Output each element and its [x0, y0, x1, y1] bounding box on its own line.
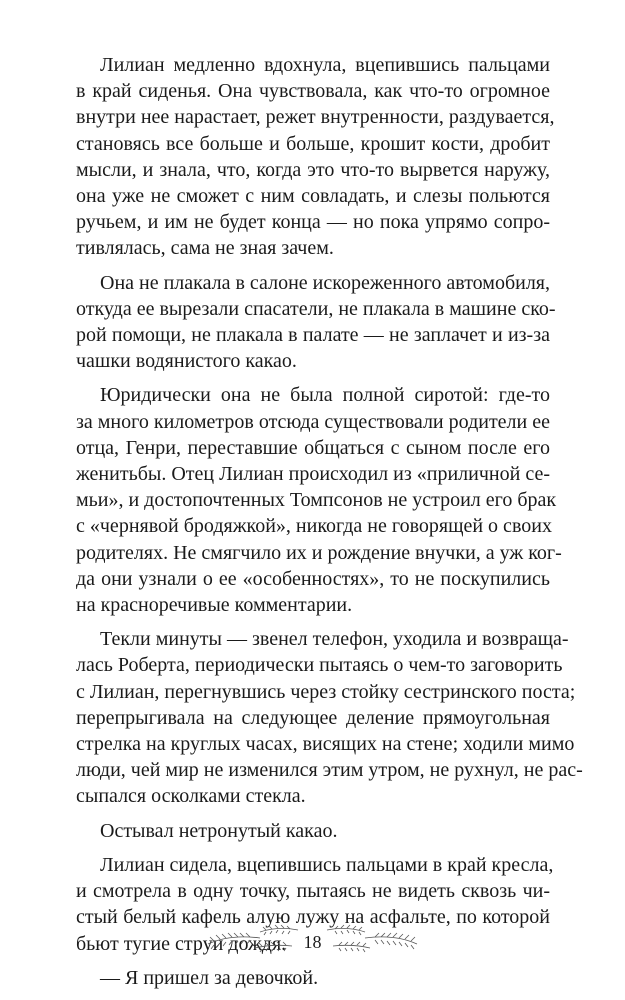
text-line: женитьбы. Отец Лилиан происходил из «приличной се-: [76, 463, 550, 486]
page-body: [76, 52, 583, 999]
text-line: да они узнали о ее «особенностях», то не поскупились: [76, 567, 550, 590]
text-line: отца, Генри, переставшие общаться с сыном после его: [76, 436, 550, 459]
paragraph: [76, 270, 556, 375]
paragraph: [76, 626, 583, 809]
page-number: 18: [303, 932, 322, 952]
text-line: люди, чей мир не изменился этим утром, не рухнул, не рас-: [76, 759, 583, 782]
text-line: мьи», и достопочтенных Томпсонов не устроил его брак: [76, 489, 557, 512]
text-line: Остывал нетронутый какао.: [100, 819, 338, 842]
text-line: на красноречивые комментарии.: [76, 594, 353, 617]
text-line: бьют тугие струи дождя.: [76, 932, 287, 955]
text-line: с «чернявой бродяжкой», никогда не говорящей о своих: [76, 515, 552, 538]
text-line: чашки водянистого какао.: [76, 350, 297, 373]
paragraph: [76, 965, 550, 991]
text-line: сыпался осколками стекла.: [76, 785, 306, 808]
text-line: — Я пришел за девочкой.: [100, 966, 319, 989]
text-line: становясь все больше и больше, крошит кости, дробит: [76, 132, 550, 155]
text-line: стрелка на круглых часах, висящих на стене; ходили мимо: [76, 733, 575, 756]
text-line: внутри нее нарастает, режет внутренности, раздувается,: [76, 106, 555, 129]
paragraph: [76, 818, 550, 844]
text-line: за много километров отсюда существовали родители ее: [76, 410, 550, 433]
text-line: в край сиденья. Она чувствовала, как что-то огромное: [76, 80, 550, 103]
text-line: рой помощи, не плакала в палате — не заплачет и из-за: [76, 324, 550, 347]
text-line: стый белый кафель алую лужу на асфальте, по которой: [76, 906, 550, 929]
text-line: Лилиан сидела, вцепившись пальцами в край кресла,: [100, 853, 554, 876]
text-line: Лилиан медленно вдохнула, вцепившись пальцами: [100, 54, 550, 76]
text-line: лась Роберта, периодически пытаясь о чем-то заговорить: [76, 654, 563, 677]
text-line: перепрыгивала на следующее деление прямоугольная: [76, 706, 550, 729]
text-line: она уже не сможет с ним совладать, и слезы польются: [76, 185, 550, 208]
text-line: мысли, и знала, что, когда это что-то вырвется наружу,: [76, 158, 550, 181]
paragraph: [76, 382, 562, 618]
text-line: родителях. Не смягчило их и рождение внучки, а уж ког-: [76, 541, 562, 564]
text-line: тивлялась, сама не зная зачем.: [76, 237, 334, 260]
text-line: Текли минуты — звенел телефон, уходила и возвраща-: [100, 628, 569, 651]
text-line: и смотрела в одну точку, пытаясь не видеть сквозь чи-: [76, 880, 550, 903]
text-line: Она не плакала в салоне искореженного автомобиля,: [100, 271, 550, 294]
page-footer: [200, 904, 425, 964]
text-line: Юридически она не была полной сиротой: где-то: [100, 384, 550, 407]
paragraph: [76, 52, 555, 262]
text-line: с Лилиан, перегнувшись через стойку сестринского поста;: [76, 680, 576, 703]
text-line: ручьем, и им не будет конца — но пока упрямо сопро-: [76, 211, 550, 234]
text-line: откуда ее вырезали спасатели, не плакала в машине ско-: [76, 297, 556, 320]
